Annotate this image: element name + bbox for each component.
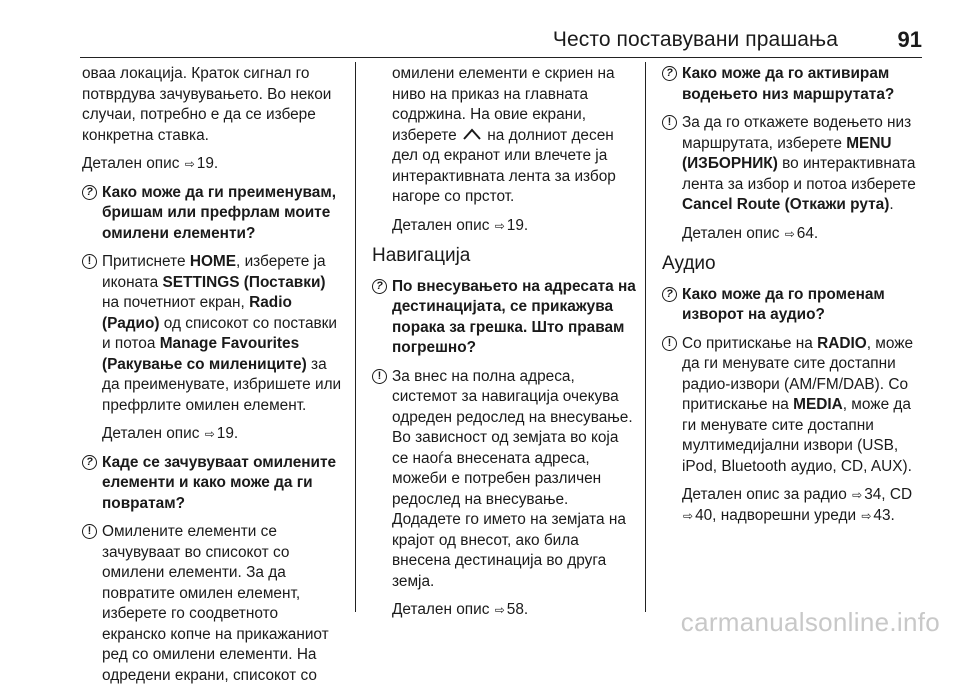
paragraph: оваа локација. Краток сигнал го потврдува зачувувањето. Во некои случаи, потребно е да се избере конкретна ставка. bbox=[82, 65, 332, 144]
exclamation-icon: ! bbox=[372, 369, 387, 384]
exclamation-icon: ! bbox=[82, 524, 97, 539]
question-icon: ? bbox=[662, 66, 677, 81]
chevron-up-icon bbox=[461, 127, 483, 141]
question-entry: ? Како може да ги преименувам, бришам или префрлам моите омилени елементи? bbox=[82, 183, 346, 245]
answer-continuation: омилени елементи е скриен на ниво на приказ на главната содржина. На овие екрани, изберете на долниот десен дел од екранот или влечете ја интерактивната лента за избор нагоре со прстот. bbox=[392, 65, 616, 205]
question-icon: ? bbox=[662, 287, 677, 302]
question-entry: ? Каде се зачувуваат омилените елементи и како може да ги повратам? bbox=[82, 453, 346, 515]
column-divider-1 bbox=[355, 62, 356, 612]
arrow-icon: ⇨ bbox=[683, 508, 694, 523]
answer-entry: ! Омилените елементи се зачувуваат во списокот со омилени елементи. За да повратите омилен елемент, изберете го соодветното екранско копче на прикажаниот ред со омилени елементи. На одредени екрани, списокот со bbox=[82, 522, 346, 686]
exclamation-icon: ! bbox=[662, 115, 677, 130]
question-entry: ? По внесувањето на адресата на дестинацијата, се прикажува порака за грешка. Што правам погрешно? bbox=[372, 277, 636, 359]
question-icon: ? bbox=[372, 279, 387, 294]
page-header bbox=[0, 0, 960, 60]
page-number: 91 bbox=[897, 27, 922, 52]
question-icon: ? bbox=[82, 185, 97, 200]
reference: Детален опис ⇨ 19. bbox=[82, 424, 346, 445]
header-divider bbox=[80, 57, 922, 58]
reference: Детален опис ⇨ 64. bbox=[662, 224, 926, 245]
column-1 bbox=[82, 64, 346, 694]
question-entry: ? Како може да го активирам водењето низ маршрутата? bbox=[662, 64, 926, 105]
column-3 bbox=[662, 64, 926, 534]
arrow-icon: ⇨ bbox=[784, 226, 795, 241]
answer-entry: ! За внес на полна адреса, системот за навигација очекува одреден редослед на внесување. Во зависност од земјата во која се наоѓа внесената адреса, можеби е потребен различен редослед на внесување. Додадете го името на земјата на крајот од внесот, ако била внесена дестинација во друга земја. bbox=[372, 367, 636, 593]
arrow-icon: ⇨ bbox=[494, 603, 505, 617]
arrow-icon: ⇨ bbox=[204, 427, 215, 441]
column-divider-2 bbox=[645, 62, 646, 612]
arrow-icon: ⇨ bbox=[852, 488, 863, 502]
page-title: Често поставувани прашања bbox=[552, 28, 838, 51]
answer-entry: ! За да го откажете водењето низ маршрутата, изберете MENU (ИЗБОРНИК) во интерактивната лента за избор и потоа изберете Cancel Route (Откажи рута). bbox=[662, 113, 926, 216]
question-entry: ? Како може да го променам изворот на аудио? bbox=[662, 285, 926, 326]
arrow-icon: ⇨ bbox=[184, 157, 195, 171]
column-2 bbox=[372, 64, 636, 629]
exclamation-icon: ! bbox=[662, 336, 677, 351]
reference: Детален опис ⇨ 19. bbox=[82, 154, 346, 175]
answer-entry: ! Притиснете HOME, изберете ја иконата SETTINGS (Поставки) на почетниот екран, Radio (Радио) од списокот со поставки и потоа Manage Favourites (Ракување со милениците) за да преименувате, избришете или префрлите омилен елемент. bbox=[82, 252, 346, 416]
reference: Детален опис ⇨ 19. bbox=[372, 216, 636, 237]
reference: Детален опис ⇨ 58. bbox=[372, 600, 636, 621]
arrow-icon: ⇨ bbox=[494, 218, 505, 233]
exclamation-icon: ! bbox=[82, 254, 97, 269]
watermark: carmanualsonline.info bbox=[680, 607, 940, 637]
section-heading: Навигација bbox=[372, 245, 471, 266]
reference: Детален опис за радио ⇨ 34, CD ⇨ 40, надворешни уреди ⇨ 43. bbox=[662, 485, 926, 526]
answer-entry: ! Со притискање на RADIO, може да ги менувате сите достапни радио-извори (AM/FM/DAB). Со притискање на MEDIA, може да ги менувате сите достапни мултимедијални извори (USB, iPod, Bluetooth аудио, CD, AUX). bbox=[662, 334, 926, 478]
arrow-icon: ⇨ bbox=[861, 508, 872, 523]
question-icon: ? bbox=[82, 455, 97, 470]
section-heading: Аудио bbox=[662, 253, 716, 274]
